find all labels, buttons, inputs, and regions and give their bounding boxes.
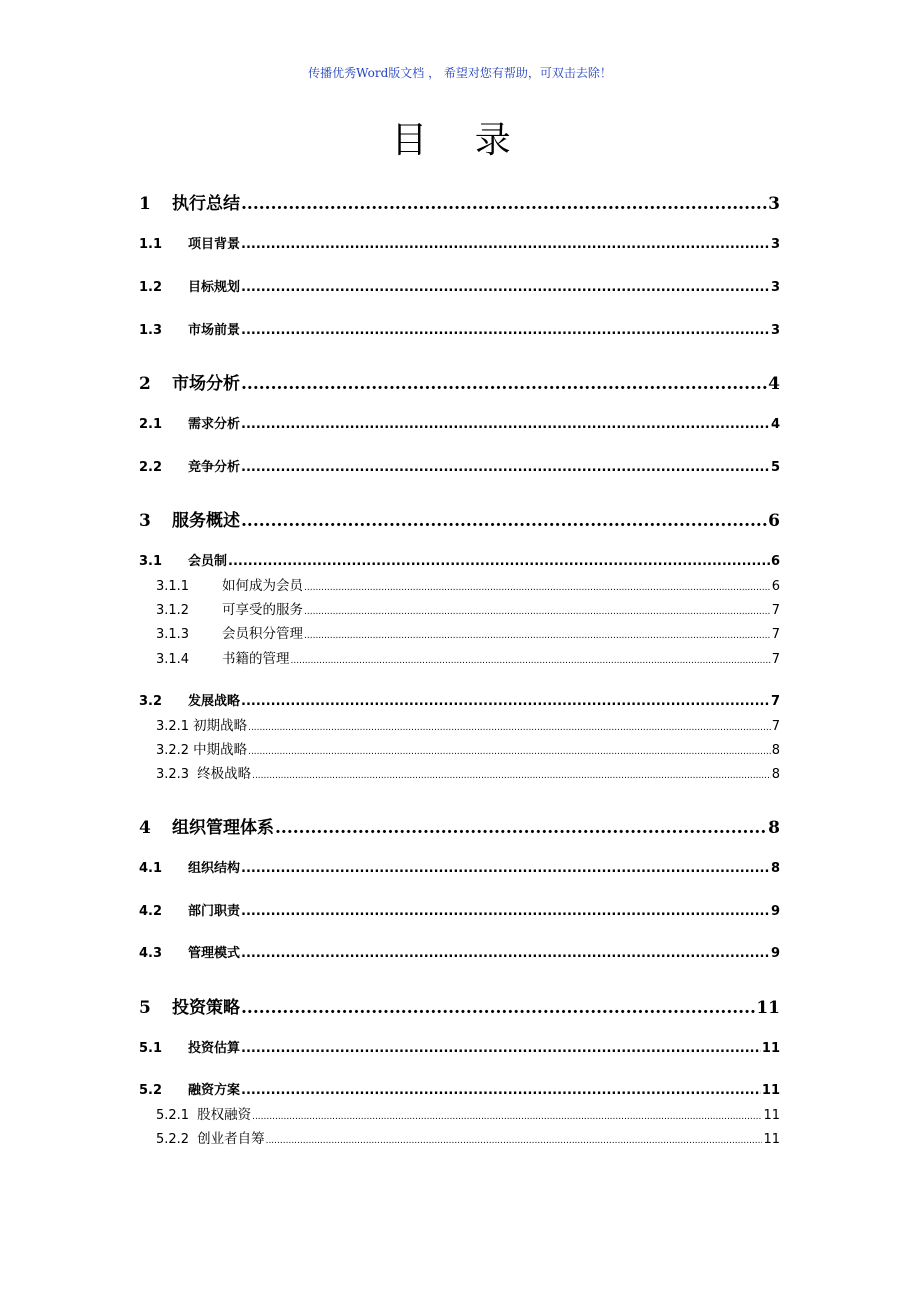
toc-entry-number: 3 — [139, 511, 151, 531]
toc-dot-leader — [252, 1112, 762, 1122]
toc-entry-page: 7 — [771, 603, 780, 618]
toc-entry[interactable] — [156, 714, 780, 734]
toc-entry[interactable] — [139, 1037, 780, 1056]
toc-entry-page: 11 — [763, 1108, 780, 1123]
toc-entry-text: 终极战略 — [197, 766, 252, 782]
toc-entry[interactable] — [139, 690, 780, 709]
toc-entry[interactable] — [156, 574, 780, 594]
toc-dot-leader — [241, 946, 770, 961]
toc-entry-number: 3.2.2 — [156, 743, 190, 758]
toc-entry-text: 组织管理体系 — [172, 818, 274, 838]
toc-dot-leader — [248, 747, 771, 757]
toc-entry-page: 8 — [771, 743, 780, 758]
toc-entry-number: 3.2.1 — [156, 719, 190, 734]
toc-entry-number: 3.2.3 — [156, 767, 190, 782]
toc-dot-leader — [291, 656, 771, 666]
toc-entry-text: 市场分析 — [172, 374, 240, 394]
toc-entry[interactable] — [156, 622, 780, 642]
toc-dot-leader — [241, 323, 770, 338]
toc-entry[interactable] — [139, 189, 780, 214]
toc-entry-number: 3.1.1 — [156, 579, 190, 594]
toc-entry-page: 7 — [770, 694, 780, 709]
toc-entry-number: 5.2.1 — [156, 1108, 190, 1123]
toc-entry-text: 发展战略 — [188, 694, 241, 709]
toc-dot-leader — [241, 237, 770, 252]
toc-entry[interactable] — [139, 233, 780, 252]
toc-entry-page: 5 — [770, 460, 780, 475]
toc-entry-page: 3 — [768, 194, 780, 214]
toc-entry-text: 创业者自筹 — [197, 1131, 265, 1147]
toc-entry-page: 8 — [770, 861, 780, 876]
toc-entry-page: 8 — [768, 818, 780, 838]
toc-dot-leader — [241, 998, 755, 1018]
toc-entry[interactable] — [139, 319, 780, 338]
toc-entry-number: 3.1.4 — [156, 652, 190, 667]
toc-entry-page: 11 — [756, 998, 780, 1018]
toc-entry-text: 融资方案 — [188, 1083, 241, 1098]
toc-dot-leader — [241, 417, 770, 432]
toc-entry-page: 3 — [770, 237, 780, 252]
toc-entry-number: 4 — [139, 818, 151, 838]
toc-entry-text: 可享受的服务 — [222, 602, 303, 618]
toc-entry-page: 4 — [768, 374, 780, 394]
toc-entry-number: 1.3 — [139, 323, 163, 338]
toc-entry-number: 1.1 — [139, 237, 163, 252]
toc-entry-text: 需求分析 — [188, 417, 241, 432]
toc-dot-leader — [275, 818, 767, 838]
toc-entry-page: 4 — [770, 417, 780, 432]
toc-entry[interactable] — [156, 647, 780, 667]
toc-entry[interactable] — [139, 942, 780, 961]
toc-entry-page: 9 — [770, 904, 780, 919]
toc-entry-page: 7 — [771, 627, 780, 642]
toc-dot-leader — [304, 607, 771, 617]
toc-entry-text: 执行总结 — [172, 194, 240, 214]
toc-entry[interactable] — [139, 550, 780, 569]
toc-entry-number: 5.1 — [139, 1041, 163, 1056]
toc-entry-number: 5.2.2 — [156, 1132, 190, 1147]
toc-entry-text: 组织结构 — [188, 861, 241, 876]
toc-entry-number: 4.1 — [139, 861, 163, 876]
toc-dot-leader — [248, 723, 771, 733]
toc-entry[interactable] — [139, 276, 780, 295]
toc-entry-text: 服务概述 — [172, 511, 240, 531]
toc-entry[interactable] — [156, 1127, 780, 1147]
toc-dot-leader — [241, 374, 767, 394]
toc-dot-leader — [304, 583, 771, 593]
toc-entry-page: 6 — [771, 579, 780, 594]
toc-entry-text: 会员积分管理 — [222, 626, 303, 642]
toc-entry-page: 11 — [761, 1041, 780, 1056]
toc-entry-text: 项目背景 — [188, 237, 241, 252]
toc-entry-number: 5.2 — [139, 1083, 163, 1098]
toc-dot-leader — [252, 771, 771, 781]
toc-entry[interactable] — [139, 506, 780, 531]
toc-entry-text: 竞争分析 — [188, 460, 241, 475]
toc-entry-page: 7 — [771, 719, 780, 734]
toc-entry-page: 11 — [763, 1132, 780, 1147]
toc-entry-number: 2.2 — [139, 460, 163, 475]
toc-entry[interactable] — [139, 993, 780, 1018]
toc-entry-page: 6 — [770, 554, 780, 569]
toc-entry-number: 2.1 — [139, 417, 163, 432]
toc-entry[interactable] — [156, 738, 780, 758]
toc-entry[interactable] — [139, 813, 780, 838]
toc-entry-text: 初期战略 — [193, 718, 248, 734]
toc-dot-leader — [241, 460, 770, 475]
toc-dot-leader — [241, 861, 770, 876]
toc-dot-leader — [241, 904, 770, 919]
toc-dot-leader — [241, 694, 770, 709]
toc-entry-page: 3 — [770, 280, 780, 295]
toc-entry-number: 2 — [139, 374, 151, 394]
toc-entry[interactable] — [139, 900, 780, 919]
toc-title: 目 录 — [391, 120, 529, 161]
toc-entry-page: 8 — [771, 767, 780, 782]
toc-dot-leader — [228, 554, 770, 569]
toc-entry-page: 7 — [771, 652, 780, 667]
toc-entry-text: 会员制 — [188, 554, 228, 569]
toc-entry[interactable] — [139, 369, 780, 394]
toc-entry-text: 中期战略 — [193, 742, 248, 758]
toc-entry-text: 管理模式 — [188, 946, 241, 961]
toc-entry-number: 3.2 — [139, 694, 163, 709]
toc-entry-number: 5 — [139, 998, 151, 1018]
toc-entry-page: 11 — [761, 1083, 780, 1098]
toc-entry-text: 书籍的管理 — [222, 651, 290, 667]
toc-entry[interactable] — [139, 1079, 780, 1098]
toc-entry-text: 投资策略 — [172, 998, 240, 1018]
toc-dot-leader — [241, 194, 767, 214]
toc-dot-leader — [241, 1083, 761, 1098]
toc-entry-page: 6 — [768, 511, 780, 531]
toc-entry-number: 3.1.3 — [156, 627, 190, 642]
toc-entry[interactable] — [156, 762, 780, 782]
toc-entry-text: 目标规划 — [188, 280, 241, 295]
toc-entry-text: 部门职责 — [188, 904, 241, 919]
toc-entry[interactable] — [156, 1103, 780, 1123]
document-header-note: 传播优秀Word版文档 ， 希望对您有帮助，可双击去除！ — [308, 66, 612, 80]
toc-entry[interactable] — [139, 413, 780, 432]
toc-entry[interactable] — [139, 857, 780, 876]
toc-entry-number: 4.2 — [139, 904, 163, 919]
toc-entry-text: 如何成为会员 — [222, 578, 303, 594]
toc-entry-number: 3.1.2 — [156, 603, 190, 618]
toc-entry-number: 1 — [139, 194, 151, 214]
toc-entry[interactable] — [156, 598, 780, 618]
toc-dot-leader — [304, 631, 771, 641]
toc-entry-number: 4.3 — [139, 946, 163, 961]
toc-entry-text: 投资估算 — [188, 1041, 241, 1056]
toc-entry-page: 9 — [770, 946, 780, 961]
toc-dot-leader — [266, 1136, 763, 1146]
toc-dot-leader — [241, 511, 767, 531]
toc-entry-page: 3 — [770, 323, 780, 338]
toc-dot-leader — [241, 1041, 761, 1056]
toc-entry-text: 市场前景 — [188, 323, 241, 338]
toc-dot-leader — [241, 280, 770, 295]
toc-entry-number: 1.2 — [139, 280, 163, 295]
toc-entry[interactable] — [139, 456, 780, 475]
toc-entry-number: 3.1 — [139, 554, 163, 569]
toc-entry-text: 股权融资 — [197, 1107, 252, 1123]
